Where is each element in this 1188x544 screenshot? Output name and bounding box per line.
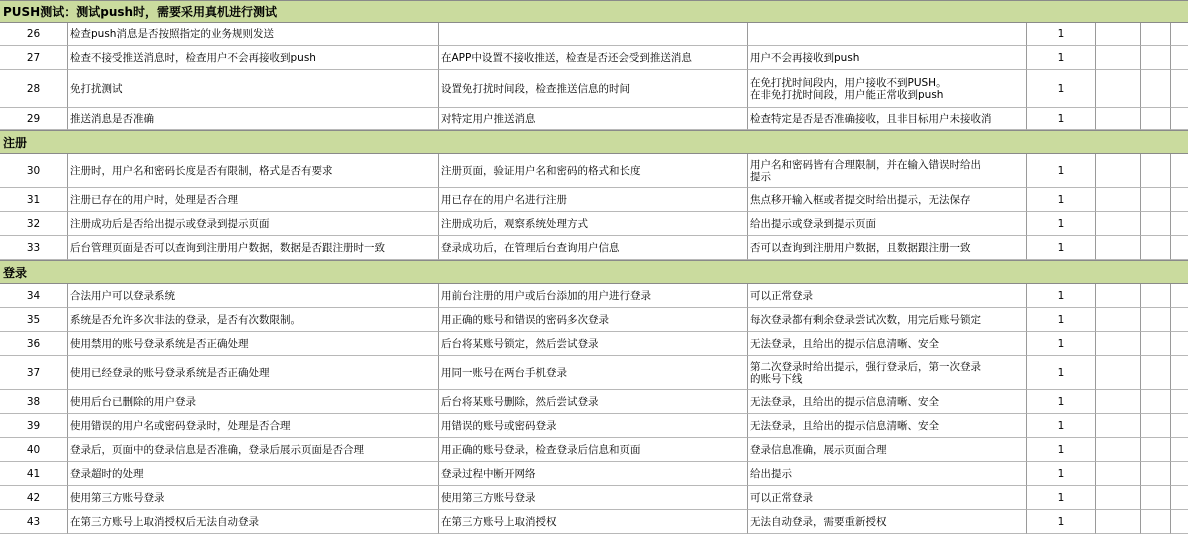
expected-result-cell[interactable]: 用户不会再接收到push [748,46,1027,70]
case-id-cell[interactable]: 37 [0,356,68,390]
expected-result-cell[interactable]: 用户名和密码皆有合理限制，并在输入错误时给出 提示 [748,154,1027,188]
extra-cell[interactable] [1141,332,1171,356]
test-case-cell[interactable]: 注册时，用户名和密码长度是否有限制，格式是否有要求 [68,154,439,188]
test-steps-cell[interactable]: 在APP中设置不接收推送，检查是否还会受到推送消息 [439,46,748,70]
test-steps-cell[interactable]: 使用第三方账号登录 [439,486,748,510]
case-id-cell[interactable]: 27 [0,46,68,70]
test-case-cell[interactable]: 使用禁用的账号登录系统是否正确处理 [68,332,439,356]
table-row [0,510,1188,534]
extra-cell[interactable] [1096,486,1141,510]
test-case-cell[interactable]: 登录超时的处理 [68,462,439,486]
test-case-cell[interactable]: 推送消息是否准确 [68,108,439,130]
test-case-cell[interactable]: 使用错误的用户名或密码登录时，处理是否合理 [68,414,439,438]
test-case-cell[interactable]: 注册已存在的用户时，处理是否合理 [68,188,439,212]
extra-cell[interactable] [1096,70,1141,108]
extra-cell[interactable] [1141,356,1171,390]
test-steps-cell[interactable]: 用正确的账号和错误的密码多次登录 [439,308,748,332]
expected-result-cell[interactable]: 无法自动登录，需要重新授权 [748,510,1027,534]
count-cell[interactable]: 1 [1027,188,1096,212]
extra-cell[interactable] [1171,108,1188,130]
extra-cell[interactable] [1171,308,1188,332]
extra-cell[interactable] [1141,108,1171,130]
test-case-cell[interactable]: 系统是否允许多次非法的登录，是否有次数限制。 [68,308,439,332]
extra-cell[interactable] [1171,510,1188,534]
test-steps-cell[interactable]: 用错误的账号或密码登录 [439,414,748,438]
extra-cell[interactable] [1096,188,1141,212]
table-row [0,23,1188,46]
extra-cell[interactable] [1096,356,1141,390]
extra-cell[interactable] [1096,438,1141,462]
table-row [0,390,1188,414]
extra-cell[interactable] [1171,23,1188,46]
section-title: 登录 [3,265,28,280]
table-row [0,486,1188,510]
extra-cell[interactable] [1171,332,1188,356]
extra-cell[interactable] [1171,188,1188,212]
extra-cell[interactable] [1096,46,1141,70]
expected-result-cell[interactable]: 无法登录，且给出的提示信息清晰、安全 [748,332,1027,356]
extra-cell[interactable] [1141,462,1171,486]
test-case-cell[interactable]: 使用第三方账号登录 [68,486,439,510]
extra-cell[interactable] [1141,212,1171,236]
extra-cell[interactable] [1096,414,1141,438]
extra-cell[interactable] [1141,308,1171,332]
expected-result-cell[interactable]: 在免打扰时间段内，用户接收不到PUSH。 在非免打扰时间段，用户能正常收到push [748,70,1027,108]
extra-cell[interactable] [1141,154,1171,188]
expected-result-cell[interactable]: 每次登录都有剩余登录尝试次数，用完后账号锁定 [748,308,1027,332]
test-steps-cell[interactable]: 用前台注册的用户或后台添加的用户进行登录 [439,284,748,308]
test-case-cell[interactable]: 后台管理页面是否可以查询到注册用户数据，数据是否跟注册时一致 [68,236,439,260]
extra-cell[interactable] [1141,70,1171,108]
count-cell[interactable]: 1 [1027,70,1096,108]
expected-result-cell[interactable]: 可以正常登录 [748,284,1027,308]
test-steps-cell[interactable]: 注册页面，验证用户名和密码的格式和长度 [439,154,748,188]
test-case-cell[interactable]: 使用已经登录的账号登录系统是否正确处理 [68,356,439,390]
test-case-cell[interactable]: 注册成功后是否给出提示或登录到提示页面 [68,212,439,236]
expected-result-cell[interactable]: 否可以查询到注册用户数据，且数据跟注册一致 [748,236,1027,260]
test-steps-cell[interactable]: 对特定用户推送消息 [439,108,748,130]
count-cell[interactable]: 1 [1027,332,1096,356]
table-row [0,70,1188,108]
extra-cell[interactable] [1141,390,1171,414]
test-steps-cell[interactable]: 后台将某账号锁定，然后尝试登录 [439,332,748,356]
case-id-cell[interactable]: 34 [0,284,68,308]
extra-cell[interactable] [1096,390,1141,414]
extra-cell[interactable] [1171,154,1188,188]
section-header[interactable] [0,0,1188,23]
case-id-cell[interactable]: 28 [0,70,68,108]
extra-cell[interactable] [1096,510,1141,534]
test-case-cell[interactable]: 检查不接受推送消息时，检查用户不会再接收到push [68,46,439,70]
extra-cell[interactable] [1141,23,1171,46]
test-steps-cell[interactable] [439,23,748,46]
section-title: 注册 [3,135,28,150]
test-steps-cell[interactable]: 后台将某账号删除，然后尝试登录 [439,390,748,414]
extra-cell[interactable] [1171,212,1188,236]
test-steps-cell[interactable]: 注册成功后，观察系统处理方式 [439,212,748,236]
count-cell[interactable]: 1 [1027,46,1096,70]
count-cell[interactable]: 1 [1027,438,1096,462]
extra-cell[interactable] [1171,462,1188,486]
expected-result-cell[interactable]: 给出提示 [748,462,1027,486]
test-case-cell[interactable]: 登录后，页面中的登录信息是否准确，登录后展示页面是否合理 [68,438,439,462]
count-cell[interactable]: 1 [1027,154,1096,188]
case-id-cell[interactable]: 39 [0,414,68,438]
test-steps-cell[interactable]: 登录过程中断开网络 [439,462,748,486]
test-case-cell[interactable]: 在第三方账号上取消授权后无法自动登录 [68,510,439,534]
extra-cell[interactable] [1171,46,1188,70]
expected-result-cell[interactable]: 无法登录，且给出的提示信息清晰、安全 [748,390,1027,414]
test-steps-cell[interactable]: 用同一账号在两台手机登录 [439,356,748,390]
extra-cell[interactable] [1096,332,1141,356]
test-case-cell[interactable]: 检查push消息是否按照指定的业务规则发送 [68,23,439,46]
case-id-cell[interactable]: 35 [0,308,68,332]
count-cell[interactable]: 1 [1027,108,1096,130]
case-id-cell[interactable]: 43 [0,510,68,534]
test-steps-cell[interactable]: 用已存在的用户名进行注册 [439,188,748,212]
extra-cell[interactable] [1141,438,1171,462]
count-cell[interactable]: 1 [1027,486,1096,510]
extra-cell[interactable] [1171,390,1188,414]
extra-cell[interactable] [1141,284,1171,308]
table-row [0,154,1188,188]
test-steps-cell[interactable]: 登录成功后，在管理后台查询用户信息 [439,236,748,260]
case-id-cell[interactable]: 26 [0,23,68,46]
extra-cell[interactable] [1096,154,1141,188]
expected-result-cell[interactable]: 第二次登录时给出提示，强行登录后，第一次登录 的账号下线 [748,356,1027,390]
extra-cell[interactable] [1141,236,1171,260]
table-row [0,332,1188,356]
expected-result-cell[interactable]: 焦点移开输入框或者提交时给出提示，无法保存 [748,188,1027,212]
table-row [0,438,1188,462]
extra-cell[interactable] [1096,212,1141,236]
count-cell[interactable]: 1 [1027,510,1096,534]
case-id-cell[interactable]: 42 [0,486,68,510]
case-id-cell[interactable]: 32 [0,212,68,236]
count-cell[interactable]: 1 [1027,462,1096,486]
case-id-cell[interactable]: 33 [0,236,68,260]
extra-cell[interactable] [1141,46,1171,70]
test-case-cell[interactable]: 合法用户可以登录系统 [68,284,439,308]
extra-cell[interactable] [1096,308,1141,332]
extra-cell[interactable] [1171,356,1188,390]
table-row [0,414,1188,438]
extra-cell[interactable] [1171,414,1188,438]
table-row [0,46,1188,70]
case-id-cell[interactable]: 41 [0,462,68,486]
expected-result-cell[interactable] [748,23,1027,46]
extra-cell[interactable] [1096,236,1141,260]
test-case-cell[interactable]: 使用后台已删除的用户登录 [68,390,439,414]
expected-result-cell[interactable]: 检查特定是否是否准确接收，且非目标用户未接收消 [748,108,1027,130]
extra-cell[interactable] [1141,188,1171,212]
table-row [0,236,1188,260]
extra-cell[interactable] [1096,108,1141,130]
table-row [0,308,1188,332]
extra-cell[interactable] [1141,414,1171,438]
count-cell[interactable]: 1 [1027,390,1096,414]
case-id-cell[interactable]: 38 [0,390,68,414]
count-cell[interactable]: 1 [1027,308,1096,332]
test-steps-cell[interactable]: 设置免打扰时间段，检查推送信息的时间 [439,70,748,108]
table-row [0,356,1188,390]
table-row [0,188,1188,212]
table-row [0,212,1188,236]
case-id-cell[interactable]: 40 [0,438,68,462]
count-cell[interactable]: 1 [1027,356,1096,390]
extra-cell[interactable] [1141,486,1171,510]
count-cell[interactable]: 1 [1027,23,1096,46]
case-id-cell[interactable]: 29 [0,108,68,130]
table-row [0,108,1188,130]
extra-cell[interactable] [1171,70,1188,108]
expected-result-cell[interactable]: 登录信息准确，展示页面合理 [748,438,1027,462]
table-row [0,284,1188,308]
case-id-cell[interactable]: 36 [0,332,68,356]
extra-cell[interactable] [1096,462,1141,486]
case-id-cell[interactable]: 31 [0,188,68,212]
expected-result-cell[interactable]: 给出提示或登录到提示页面 [748,212,1027,236]
extra-cell[interactable] [1171,486,1188,510]
count-cell[interactable]: 1 [1027,236,1096,260]
extra-cell[interactable] [1171,284,1188,308]
extra-cell[interactable] [1171,236,1188,260]
expected-result-cell[interactable]: 可以正常登录 [748,486,1027,510]
count-cell[interactable]: 1 [1027,212,1096,236]
table-row [0,462,1188,486]
count-cell[interactable]: 1 [1027,284,1096,308]
section-header[interactable] [0,260,1188,284]
test-steps-cell[interactable]: 用正确的账号登录，检查登录后信息和页面 [439,438,748,462]
section-title: PUSH测试：测试push时，需要采用真机进行测试 [3,5,278,19]
count-cell[interactable]: 1 [1027,414,1096,438]
extra-cell[interactable] [1096,284,1141,308]
extra-cell[interactable] [1171,438,1188,462]
extra-cell[interactable] [1141,510,1171,534]
extra-cell[interactable] [1096,23,1141,46]
expected-result-cell[interactable]: 无法登录，且给出的提示信息清晰、安全 [748,414,1027,438]
case-id-cell[interactable]: 30 [0,154,68,188]
section-header[interactable] [0,130,1188,154]
test-steps-cell[interactable]: 在第三方账号上取消授权 [439,510,748,534]
test-case-cell[interactable]: 免打扰测试 [68,70,439,108]
